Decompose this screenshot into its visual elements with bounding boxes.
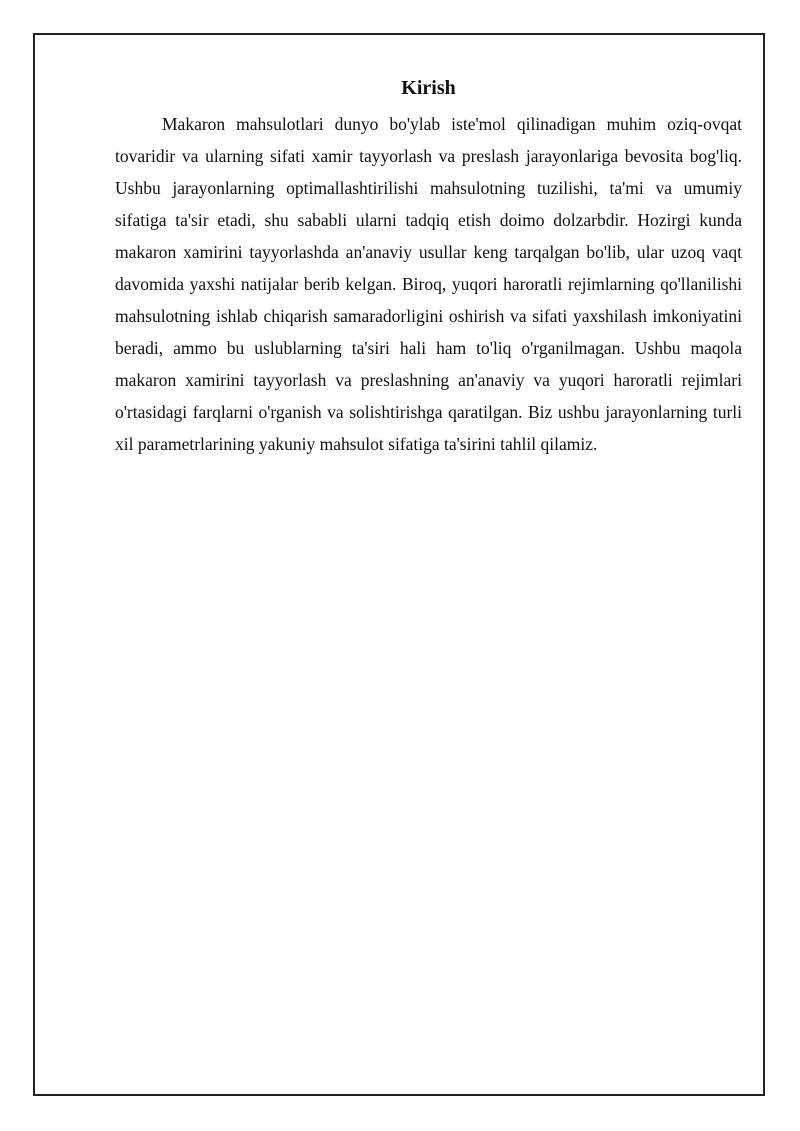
intro-paragraph: Makaron mahsulotlari dunyo bo'ylab iste'mol qilinadigan muhim oziq-ovqat tovaridir va ularning sifati xamir tayyorlash va preslash jarayonlariga bevosita bog'liq. Ushbu jarayonlarning optimallashtirilishi mahsulotning tuzilishi, ta'mi va umumiy sifatiga ta'sir etadi, shu sababli ularni tadqiq etish doimo dolzarbdir. Hozirgi kunda makaron xamirini tayyorlashda an'anaviy usullar keng tarqalgan bo'lib, ular uzoq vaqt davomida yaxshi natijalar berib kelgan. Biroq, yuqori haroratli rejimlarning qo'llanilishi mahsulotning ishlab chiqarish samaradorligini oshirish va sifati yaxshilash imkoniyatini beradi, ammo bu uslublarning ta'siri hali ham to'liq o'rganilmagan. Ushbu maqola makaron xamirini tayyorlash va preslashning an'anaviy va yuqori haroratli rejimlari o'rtasidagi farqlarni o'rganish va solishtirishga qaratilgan. Biz ushbu jarayonlarning turli xil parametrlarining yakuniy mahsulot sifatiga ta'sirini tahlil qilamiz. <box>115 114 742 454</box>
document-body <box>115 76 742 460</box>
section-heading: Kirish <box>401 77 456 99</box>
